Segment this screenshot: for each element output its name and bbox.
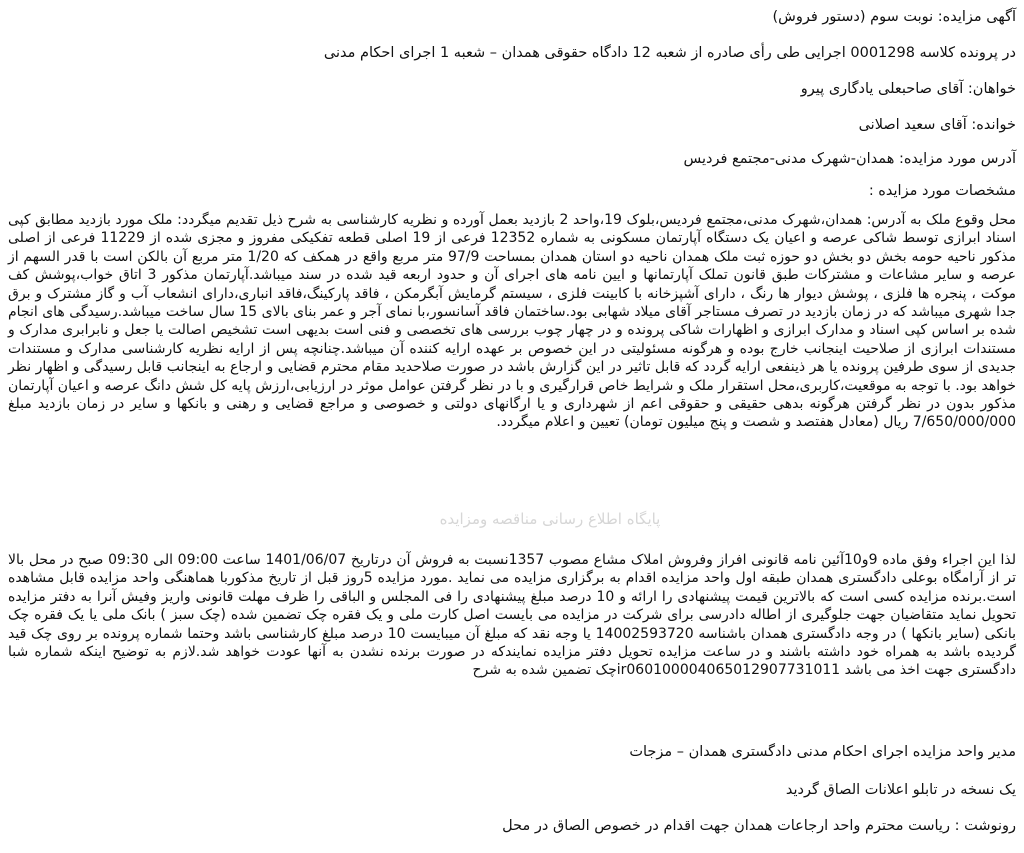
copy-note: یک نسخه در تابلو اعلانات الصاق گردید (785, 782, 1016, 798)
plaintiff-line: خواهان: آقای صاحبعلی یادگاری پیرو (800, 81, 1016, 97)
specs-title: مشخصات مورد مزایده : (868, 183, 1016, 199)
case-line: در پرونده کلاسه 0001298 اجرایی طی رأی صادره از شعبه 12 دادگاه حقوقی همدان – شعبه 1 اجرای احکام مدنی (323, 45, 1016, 61)
watermark: پایگاه اطلاع رسانی مناقصه ومزایده (439, 510, 661, 528)
address-line: آدرس مورد مزایده: همدان-شهرک مدنی-مجتمع فردیس (683, 151, 1016, 167)
defendant-line: خوانده: آقای سعید اصلانی (858, 117, 1016, 133)
notice-heading: آگهی مزایده: نوبت سوم (دستور فروش) (772, 9, 1016, 25)
property-description: محل وقوع ملک به آدرس: همدان،شهرک مدنی،مجتمع فردیس،بلوک 19،واحد 2 بازدید بعمل آورده و نظریه کارشناسی به شرح ذیل تقدیم میگردد: ملک مورد بازدید مطابق کپی اسناد ابرازی توسط شاکی عرصه و اعیان یک دستگاه آپارتمان مسکونی به شماره 12352 فرعی از 19 اصلی قطعه تفکیکی مفروز و مجزی شده از 11229 فرعی از اصلی مذکور ناحیه حومه بخش دو بخش دو حوزه ثبت ملک همدان ناحیه دو استان همدان بمساحت 97/9 متر مربع واقع در همکف که 1/20 متر مربع آن بالکن است با قدر السهم از عرصه و سایر مشاعات و مشترکات طبق قانون تملک آپارتمانها و ایین نامه های اجرای آن و حدود اربعه قید شده در سند میباشد.آپارتمان مذکور 3 اتاق خواب،پوشش کف موکت ، پنجره ها فلزی ، پوشش دیوار ها رنگ ، دارای آشپزخانه با کابینت فلزی ، سیستم گرمایش آبگرمکن ، فاقد پارکینگ،فاقد انباری،دارای انشعاب آب و گاز مشترک و برق جدا شهری میباشد که در زمان بازدید در تصرف مستاجر آقای میلاد شهابی بود.ساختمان فاقد آسانسور،با نمای آجر و عمر بنای بالای 15 سال ساخت میباشد.رسیدگی های انجام شده بر اساس کپی اسناد و مدارک ابرازی و اظهارات شاکی پرونده و در چهار چوب بررسی های تخصصی و فنی است بدیهی است تشخیص اصالت یا جعل و نابرابری مدارک و مستندات ابرازی از صلاحیت اینجانب خارج بوده و هرگونه مسئولیتی در این خصوص بر عهده ارایه کننده آن میباشد.چنانچه پس از ارایه نظریه کارشناسی مدارک و مستندات جدیدی از سوی طرفین پرونده یا هر ذینفعی ارایه گردد که قابل تاثیر در این گزارش باشد در صورت صلاحدید مقام محترم قضایی و ارجاع به اینجانب قابل رسیدگی و اظهار نظر خواهد بود. با توجه به موقعیت،کاربری،محل استقرار ملک و شرایط خاص قرارگیری و با در نظر گرفتن عوامل موثر در ارزیابی،ارزش پایه کل شش دانگ عرصه و اعیان آپارتمان مذکور بدون در نظر گرفتن هرگونه بدهی حقیقی و حقوقی اعم از شهرداری و یا ارگانهای دولتی و خصوصی و مراجع قضایی و رهنی و بانکها و سایر در زمان بازدید مبلغ 7/650/000/000 ریال (معادل هفتصد و شصت و پنج میلیون تومان) تعیین و اعلام میگردد. (8, 212, 1016, 431)
signature-line: مدیر واحد مزایده اجرای احکام مدنی دادگستری همدان – مزجات (629, 744, 1016, 760)
auction-conditions: لذا این اجراء وفق ماده 9و10آئین نامه قانونی افراز وفروش املاک مشاع مصوب 1357نسبت به فروش آن درتاریخ 1401/06/07 ساعت 09:00 الی 09:30 صبح در محل بالا تر از آرامگاه بوعلی دادگستری همدان طبقه اول واحد مزایده اقدام به برگزاری مزایده می نماید .مورد مزایده 5روز قبل از تاریخ مذکوربا هماهنگی واحد مزایده قابل مشاهده است.برنده مزایده کسی است که بالاترین قیمت پیشنهادی را ارائه و 10 درصد مبلغ پیشنهادی را فی المجلس و الباقی را ظرف مهلت قانونی واریز وفیش آنرا به دفتر مزایده تحویل نماید متقاضیان جهت جلوگیری از اطاله دادرسی برای شرکت در مزایده می بایست اصل کارت ملی و یک فقره چک تضمین شده (چک سبز ) بانک ملی یا یک فقره چک بانکی (سایر بانکها ) در وجه دادگستری همدان باشناسه 14002593720 یا وجه نقد که مبلغ آن میبایست 10 درصد مبلغ کارشناسی باشد وحتما شماره پرونده بر روی چک قید گردیده باشد به همراه خود داشته باشند و در ساعت مزایده تحویل دفتر مزایده نمایندکه در صورت برنده نشدن به آنها عودت خواهد شد.لازم به توضیح اینکه شماره شبا دادگستری جهت اخذ می باشد ir060100004065012907731011چک تضمین شده به شرح (8, 552, 1016, 679)
cc-line: رونوشت : ریاست محترم واحد ارجاعات همدان جهت اقدام در خصوص الصاق در محل (502, 818, 1016, 834)
